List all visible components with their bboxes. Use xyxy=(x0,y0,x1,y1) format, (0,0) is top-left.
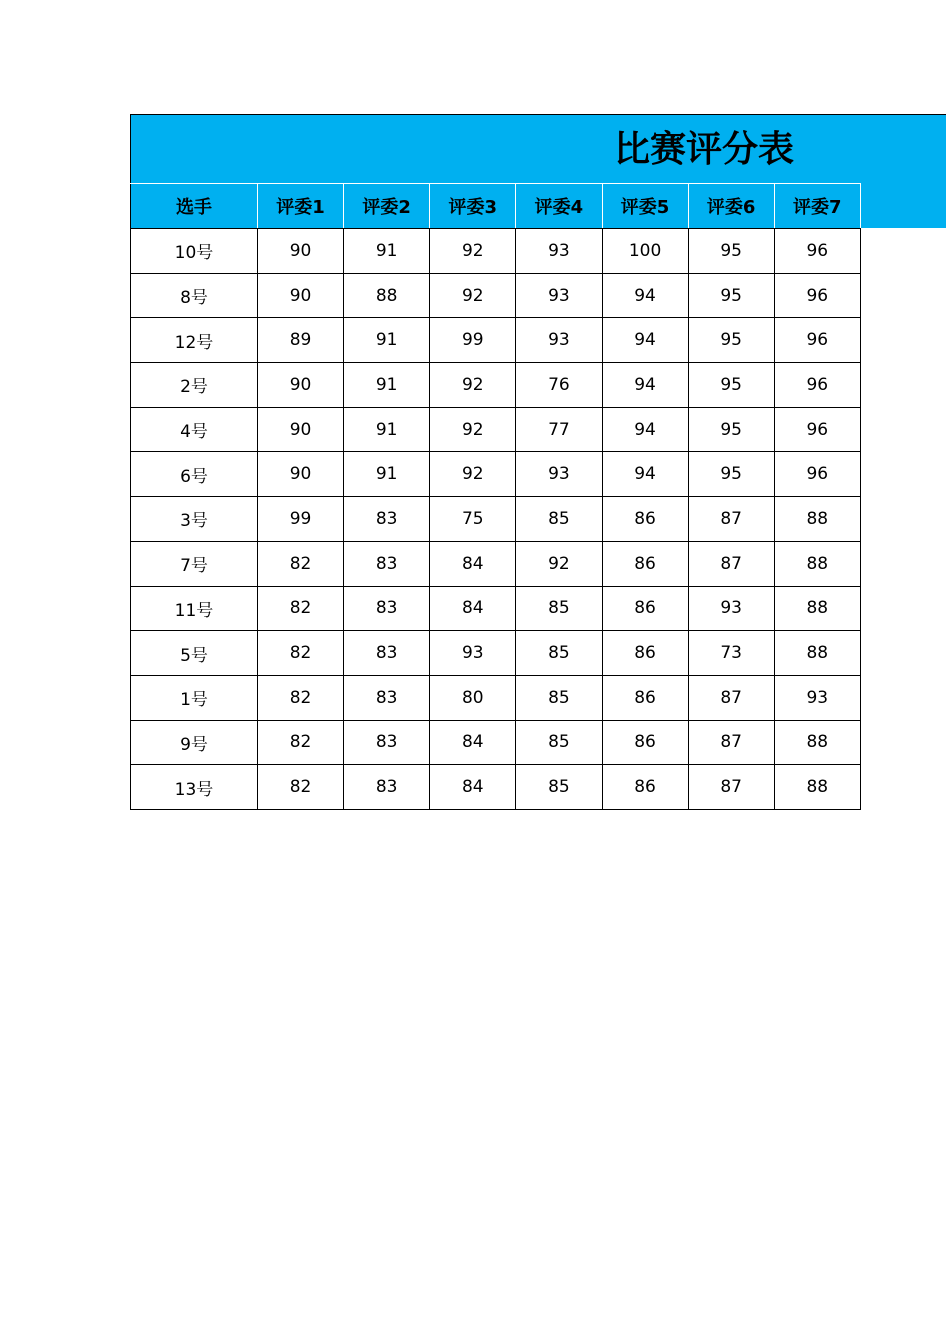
score-cell[interactable]: 88 xyxy=(344,273,430,318)
player-cell[interactable]: 12号 xyxy=(131,318,258,363)
score-cell[interactable]: 92 xyxy=(430,273,516,318)
score-cell[interactable]: 86 xyxy=(602,497,688,542)
score-cell[interactable]: 83 xyxy=(344,631,430,676)
score-cell[interactable]: 82 xyxy=(258,675,344,720)
table-row xyxy=(131,541,861,586)
player-cell[interactable]: 13号 xyxy=(131,765,258,810)
score-cell[interactable]: 96 xyxy=(774,452,860,497)
score-cell[interactable]: 90 xyxy=(258,273,344,318)
score-table-body xyxy=(131,229,861,810)
player-cell[interactable]: 3号 xyxy=(131,497,258,542)
score-cell[interactable]: 73 xyxy=(688,631,774,676)
score-cell[interactable]: 85 xyxy=(516,765,602,810)
score-cell[interactable]: 86 xyxy=(602,675,688,720)
score-cell[interactable]: 87 xyxy=(688,765,774,810)
table-row xyxy=(131,720,861,765)
score-cell[interactable]: 84 xyxy=(430,765,516,810)
score-cell[interactable]: 90 xyxy=(258,452,344,497)
score-cell[interactable]: 84 xyxy=(430,586,516,631)
player-cell[interactable]: 7号 xyxy=(131,541,258,586)
score-cell[interactable]: 82 xyxy=(258,541,344,586)
score-cell[interactable]: 93 xyxy=(516,452,602,497)
score-cell[interactable]: 94 xyxy=(602,318,688,363)
score-cell[interactable]: 93 xyxy=(516,318,602,363)
score-cell[interactable]: 86 xyxy=(602,631,688,676)
score-cell[interactable]: 83 xyxy=(344,675,430,720)
player-cell[interactable]: 9号 xyxy=(131,720,258,765)
score-cell[interactable]: 94 xyxy=(602,407,688,452)
score-cell[interactable]: 88 xyxy=(774,497,860,542)
score-cell[interactable]: 93 xyxy=(516,273,602,318)
score-cell[interactable]: 93 xyxy=(774,675,860,720)
score-cell[interactable]: 84 xyxy=(430,541,516,586)
score-cell[interactable]: 84 xyxy=(430,720,516,765)
table-row xyxy=(131,586,861,631)
column-header-judge-7: 评委7 xyxy=(774,184,860,229)
score-cell[interactable]: 92 xyxy=(430,452,516,497)
score-cell[interactable]: 88 xyxy=(774,586,860,631)
score-cell[interactable]: 88 xyxy=(774,631,860,676)
score-cell[interactable]: 85 xyxy=(516,586,602,631)
score-cell[interactable]: 75 xyxy=(430,497,516,542)
score-cell[interactable]: 83 xyxy=(344,765,430,810)
player-cell[interactable]: 4号 xyxy=(131,407,258,452)
score-cell[interactable]: 93 xyxy=(516,229,602,274)
score-cell[interactable]: 91 xyxy=(344,363,430,408)
score-cell[interactable]: 82 xyxy=(258,720,344,765)
score-cell[interactable]: 93 xyxy=(430,631,516,676)
score-cell[interactable]: 86 xyxy=(602,586,688,631)
score-cell[interactable]: 86 xyxy=(602,765,688,810)
header-extension xyxy=(860,183,946,228)
score-cell[interactable]: 82 xyxy=(258,586,344,631)
score-cell[interactable]: 86 xyxy=(602,720,688,765)
column-header-judge-6: 评委6 xyxy=(688,184,774,229)
table-row xyxy=(131,318,861,363)
score-cell[interactable]: 87 xyxy=(688,497,774,542)
score-cell[interactable]: 99 xyxy=(258,497,344,542)
score-cell[interactable]: 90 xyxy=(258,229,344,274)
score-cell[interactable]: 96 xyxy=(774,229,860,274)
table-row xyxy=(131,363,861,408)
column-header-judge-4: 评委4 xyxy=(516,184,602,229)
score-cell[interactable]: 82 xyxy=(258,765,344,810)
player-cell[interactable]: 8号 xyxy=(131,273,258,318)
table-row xyxy=(131,631,861,676)
table-row xyxy=(131,497,861,542)
score-cell[interactable]: 89 xyxy=(258,318,344,363)
score-cell[interactable]: 77 xyxy=(516,407,602,452)
score-cell[interactable]: 94 xyxy=(602,363,688,408)
score-cell[interactable]: 92 xyxy=(430,229,516,274)
score-cell[interactable]: 91 xyxy=(344,229,430,274)
player-cell[interactable]: 2号 xyxy=(131,363,258,408)
score-cell[interactable]: 96 xyxy=(774,318,860,363)
column-header-player: 选手 xyxy=(131,184,258,229)
score-cell[interactable]: 85 xyxy=(516,497,602,542)
score-cell[interactable]: 88 xyxy=(774,541,860,586)
score-cell[interactable]: 96 xyxy=(774,363,860,408)
column-header-judge-1: 评委1 xyxy=(258,184,344,229)
score-cell[interactable]: 92 xyxy=(516,541,602,586)
page-title: 比赛评分表 xyxy=(614,129,795,170)
score-cell[interactable]: 94 xyxy=(602,452,688,497)
score-cell[interactable]: 85 xyxy=(516,631,602,676)
score-cell[interactable]: 99 xyxy=(430,318,516,363)
score-cell[interactable]: 96 xyxy=(774,407,860,452)
score-cell[interactable]: 96 xyxy=(774,273,860,318)
score-cell[interactable]: 87 xyxy=(688,720,774,765)
column-header-judge-5: 评委5 xyxy=(602,184,688,229)
player-cell[interactable]: 6号 xyxy=(131,452,258,497)
score-cell[interactable]: 92 xyxy=(430,407,516,452)
table-row xyxy=(131,229,861,274)
score-cell[interactable]: 95 xyxy=(688,407,774,452)
player-cell[interactable]: 10号 xyxy=(131,229,258,274)
score-cell[interactable]: 95 xyxy=(688,318,774,363)
score-cell[interactable]: 83 xyxy=(344,586,430,631)
score-cell[interactable]: 83 xyxy=(344,720,430,765)
score-cell[interactable]: 93 xyxy=(688,586,774,631)
score-cell[interactable]: 91 xyxy=(344,407,430,452)
player-cell[interactable]: 1号 xyxy=(131,675,258,720)
score-cell[interactable]: 87 xyxy=(688,541,774,586)
score-cell[interactable]: 87 xyxy=(688,675,774,720)
score-cell[interactable]: 88 xyxy=(774,720,860,765)
column-header-judge-3: 评委3 xyxy=(430,184,516,229)
score-cell[interactable]: 86 xyxy=(602,541,688,586)
score-cell[interactable]: 90 xyxy=(258,407,344,452)
score-cell[interactable]: 83 xyxy=(344,541,430,586)
score-cell[interactable]: 76 xyxy=(516,363,602,408)
table-row xyxy=(131,407,861,452)
score-cell[interactable]: 92 xyxy=(430,363,516,408)
column-header-judge-2: 评委2 xyxy=(344,184,430,229)
player-cell[interactable]: 5号 xyxy=(131,631,258,676)
score-cell[interactable]: 95 xyxy=(688,363,774,408)
score-cell[interactable]: 95 xyxy=(688,229,774,274)
table-row xyxy=(131,765,861,810)
score-cell[interactable]: 88 xyxy=(774,765,860,810)
player-cell[interactable]: 11号 xyxy=(131,586,258,631)
score-cell[interactable]: 90 xyxy=(258,363,344,408)
score-cell[interactable]: 95 xyxy=(688,273,774,318)
score-cell[interactable]: 95 xyxy=(688,452,774,497)
score-cell[interactable]: 85 xyxy=(516,720,602,765)
header-row xyxy=(131,184,861,229)
score-cell[interactable]: 85 xyxy=(516,675,602,720)
score-cell[interactable]: 80 xyxy=(430,675,516,720)
score-table xyxy=(130,183,861,810)
table-row xyxy=(131,273,861,318)
score-cell[interactable]: 91 xyxy=(344,452,430,497)
table-row xyxy=(131,452,861,497)
score-cell[interactable]: 100 xyxy=(602,229,688,274)
score-cell[interactable]: 82 xyxy=(258,631,344,676)
score-cell[interactable]: 91 xyxy=(344,318,430,363)
score-cell[interactable]: 83 xyxy=(344,497,430,542)
table-row xyxy=(131,675,861,720)
score-cell[interactable]: 94 xyxy=(602,273,688,318)
